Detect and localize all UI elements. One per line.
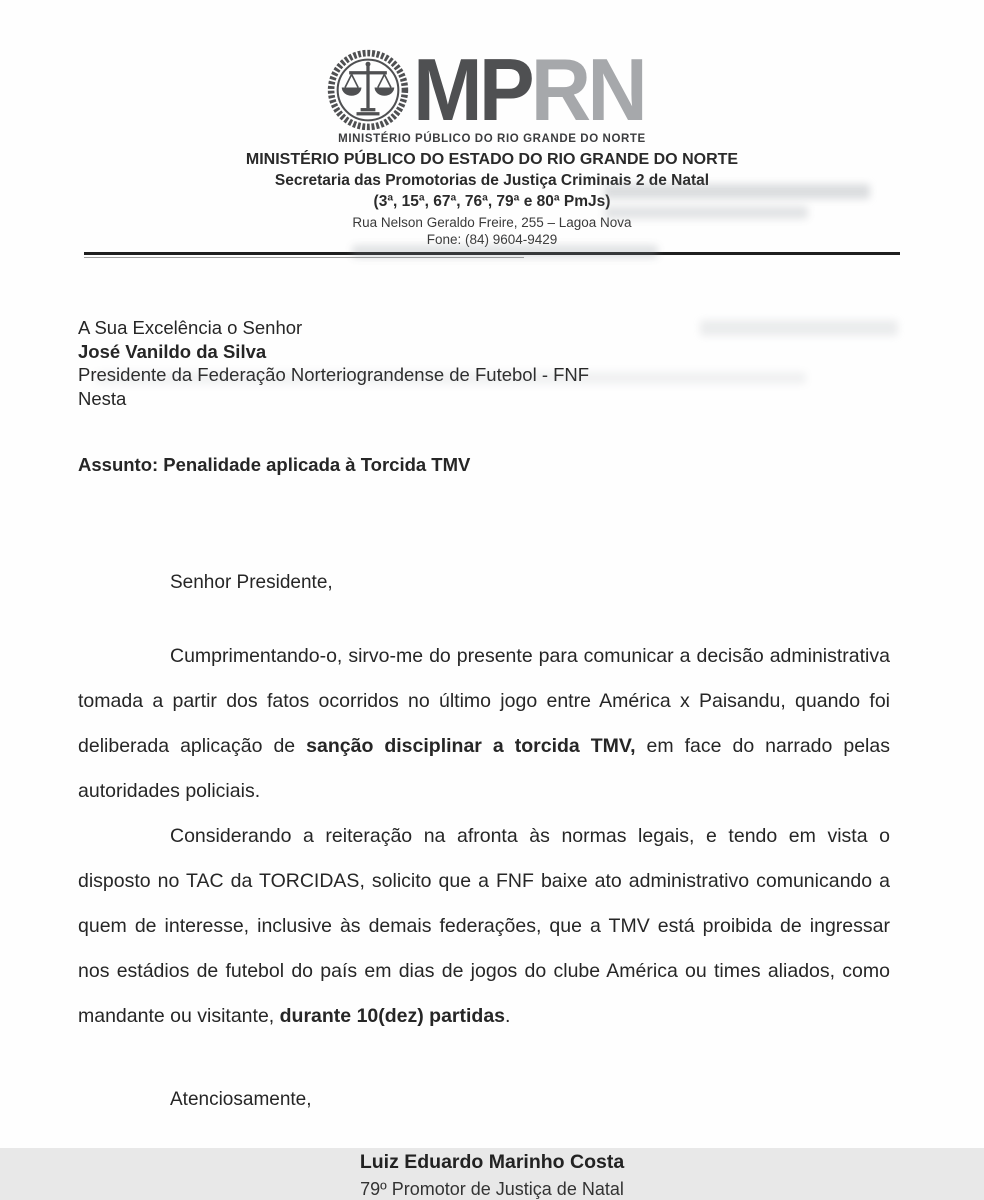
header-rule-echo [84, 257, 524, 258]
recipient-title: Presidente da Federação Norteriograndense de Futebol - FNF [78, 364, 590, 385]
recipient-block [78, 316, 890, 410]
secretariat-line: Secretaria das Promotorias de Justiça Criminais 2 de Natal [274, 172, 710, 189]
greeting-line: Senhor Presidente, [170, 572, 333, 593]
signature-block [0, 1151, 984, 1200]
closing-line: Atenciosamente, [170, 1089, 312, 1110]
recipient-city: Nesta [78, 387, 127, 409]
header-rule [84, 252, 900, 255]
subject-line: Assunto: Penalidade aplicada à Torcida TMV [78, 454, 471, 475]
signature-name: Luiz Eduardo Marinho Costa [359, 1151, 625, 1173]
phone-line: Fone: (84) 9604-9429 [426, 232, 558, 247]
logo-rn-text: RN [531, 40, 645, 139]
org-name-line: MINISTÉRIO PÚBLICO DO ESTADO DO RIO GRANDE DO NORTE [245, 151, 739, 168]
logo-mp-text: MP [413, 40, 532, 139]
body-paragraph: Cumprimentando-o, sirvo-me do presente para comunicar a decisão administrativa tomada a partir dos fatos ocorridos no último jogo entre América x Paisandu, quando foi deliberada aplicação de sanção disciplinar a torcida TMV, em face do narrado pelas autoridades policiais. [78, 645, 890, 802]
signature-title: 79º Promotor de Justiça de Natal [360, 1179, 624, 1199]
recipient-name: José Vanildo da Silva [78, 340, 267, 362]
scales-of-justice-icon [327, 49, 409, 131]
logo-letters [413, 40, 645, 139]
letter-body [78, 634, 890, 1039]
address-line: Rua Nelson Geraldo Freire, 255 – Lagoa Nova [352, 215, 632, 230]
promotorias-line: (3ª, 15ª, 67ª, 76ª, 79ª e 80ª PmJs) [373, 193, 611, 210]
salutation-line: A Sua Excelência o Senhor [78, 317, 303, 338]
body-paragraph: Considerando a reiteração na afronta às normas legais, e tendo em vista o disposto no TAC da TORCIDAS, solicito que a FNF baixe ato administrativo comunicando a quem de interesse, inclusive às demais federações, que a TMV está proibida de ingressar nos estádios de futebol do país em dias de jogos do clube América ou times aliados, como mandante ou visitante, durante 10(dez) partidas. [78, 825, 890, 1027]
letterhead [0, 0, 984, 258]
logo-caption: MINISTÉRIO PÚBLICO DO RIO GRANDE DO NORTE [338, 133, 646, 145]
